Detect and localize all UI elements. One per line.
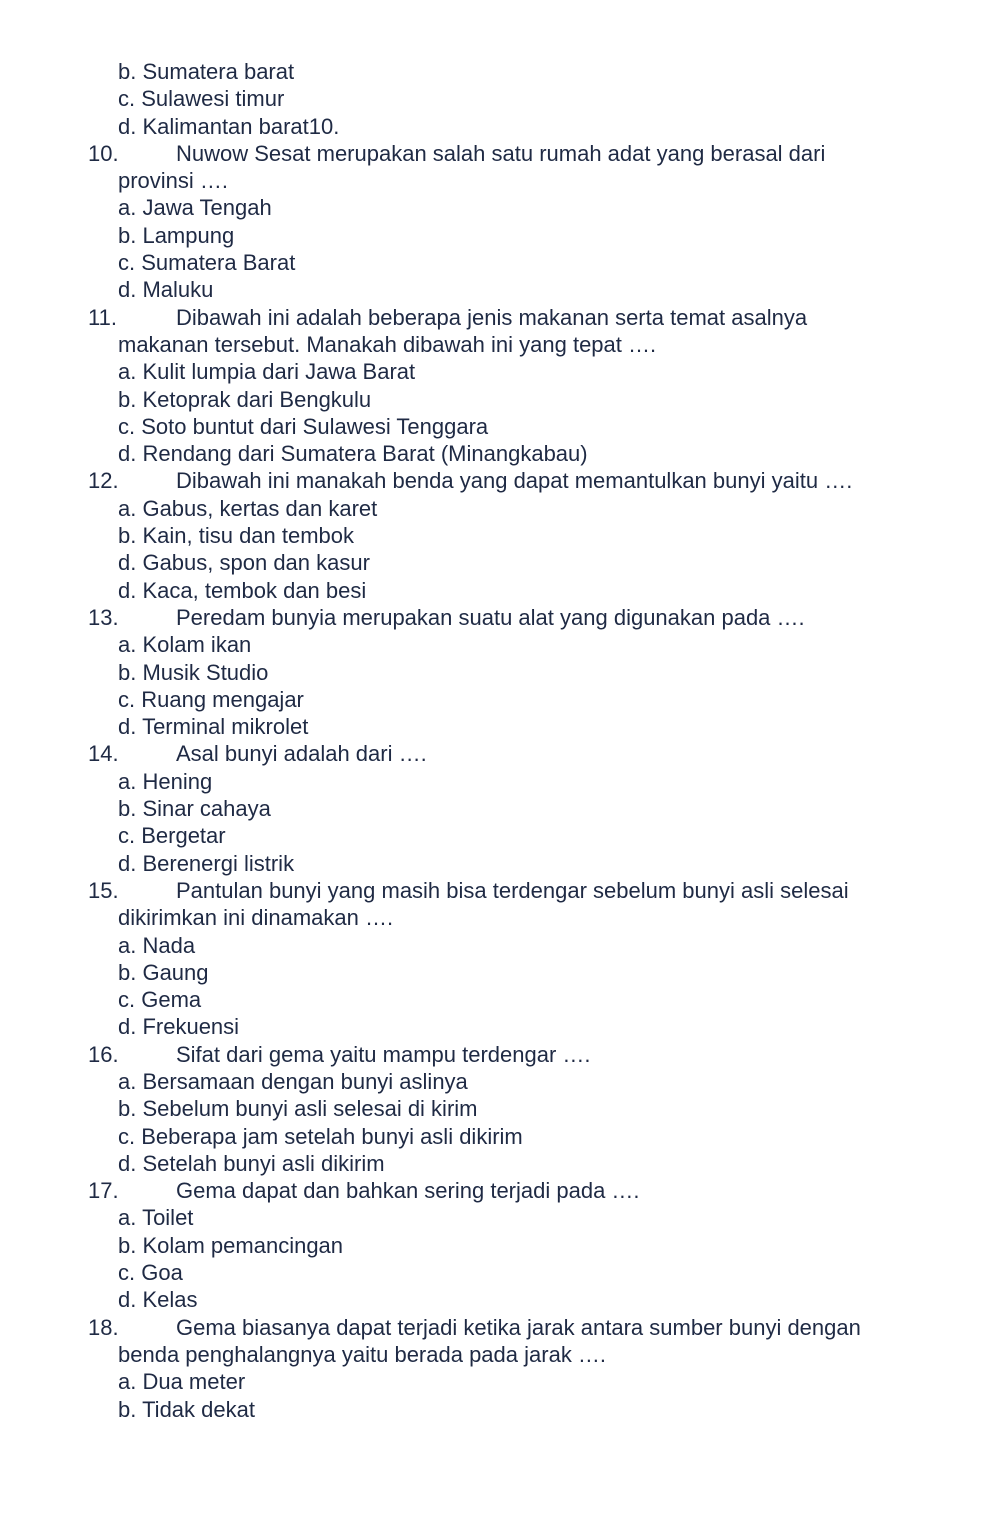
answer-option: c. Ruang mengajar — [118, 686, 304, 712]
question-number: 12. — [88, 468, 119, 494]
lead-options — [0, 58, 1000, 140]
answer-option: d. Rendang dari Sumatera Barat (Minangkabau) — [118, 441, 588, 467]
question-16 — [0, 1041, 1000, 1177]
question-13 — [0, 604, 1000, 740]
answer-option: c. Goa — [118, 1260, 183, 1286]
answer-option: c. Beberapa jam setelah bunyi asli dikirim — [118, 1123, 523, 1149]
question-number: 17. — [88, 1178, 119, 1204]
question-15 — [0, 877, 1000, 1041]
answer-option: b. Sebelum bunyi asli selesai di kirim — [118, 1096, 478, 1122]
question-number: 16. — [88, 1041, 119, 1067]
question-text: Asal bunyi adalah dari …. — [176, 741, 427, 767]
question-number: 11. — [88, 304, 117, 330]
question-line — [0, 140, 1000, 167]
answer-option: b. Sumatera barat — [118, 59, 295, 84]
question-text: Gema dapat dan bahkan sering terjadi pada …. — [176, 1178, 640, 1204]
answer-option: a. Gabus, kertas dan karet — [118, 495, 378, 521]
question-text-continuation: makanan tersebut. Manakah dibawah ini yang tepat …. — [118, 331, 657, 357]
answer-option: b. Gaung — [118, 959, 209, 985]
question-text-continuation: benda penghalangnya yaitu berada pada jarak …. — [118, 1341, 607, 1367]
answer-option: b. Ketoprak dari Bengkulu — [118, 386, 372, 412]
answer-option: a. Dua meter — [118, 1369, 246, 1395]
question-14 — [0, 740, 1000, 876]
question-line — [0, 1041, 1000, 1068]
question-line — [0, 604, 1000, 631]
question-text: Nuwow Sesat merupakan salah satu rumah adat yang berasal dari — [176, 140, 826, 166]
question-number: 18. — [88, 1314, 119, 1340]
question-17 — [0, 1177, 1000, 1313]
answer-option: c. Soto buntut dari Sulawesi Tenggara — [118, 413, 489, 439]
answer-option: d. Terminal mikrolet — [118, 714, 309, 740]
question-number: 10. — [88, 140, 119, 166]
answer-option: d. Kaca, tembok dan besi — [118, 577, 367, 603]
question-line — [0, 1177, 1000, 1204]
answer-option: c. Sulawesi timur — [118, 86, 285, 112]
question-line — [0, 467, 1000, 494]
question-number: 14. — [88, 741, 119, 767]
answer-option: a. Toilet — [118, 1205, 194, 1231]
answer-option: a. Kulit lumpia dari Jawa Barat — [118, 359, 416, 385]
answer-option: a. Bersamaan dengan bunyi aslinya — [118, 1068, 468, 1094]
question-line — [0, 1314, 1000, 1341]
question-number: 13. — [88, 604, 119, 630]
answer-option: d. Maluku — [118, 277, 214, 303]
answer-option: d. Berenergi listrik — [118, 850, 295, 876]
question-text-continuation: provinsi …. — [118, 168, 229, 194]
question-number: 15. — [88, 877, 119, 903]
answer-option: b. Sinar cahaya — [118, 796, 271, 822]
question-text: Sifat dari gema yaitu mampu terdengar …. — [176, 1041, 591, 1067]
answer-option: a. Hening — [118, 768, 213, 794]
answer-option: c. Gema — [118, 987, 202, 1013]
question-text: Peredam bunyia merupakan suatu alat yang digunakan pada …. — [176, 604, 805, 630]
question-text: Dibawah ini manakah benda yang dapat memantulkan bunyi yaitu …. — [176, 468, 853, 494]
answer-option: a. Jawa Tengah — [118, 195, 272, 221]
question-text-continuation: dikirimkan ini dinamakan …. — [118, 905, 394, 931]
question-text: Gema biasanya dapat terjadi ketika jarak antara sumber bunyi dengan — [176, 1314, 861, 1340]
answer-option: c. Sumatera Barat — [118, 250, 296, 276]
question-18 — [0, 1314, 1000, 1423]
answer-option: b. Tidak dekat — [118, 1396, 255, 1422]
answer-option: b. Kain, tisu dan tembok — [118, 523, 355, 549]
question-line — [0, 304, 1000, 331]
question-text: Pantulan bunyi yang masih bisa terdengar sebelum bunyi asli selesai — [176, 877, 849, 903]
question-11 — [0, 304, 1000, 468]
question-line — [0, 740, 1000, 767]
answer-option: d. Gabus, spon dan kasur — [118, 550, 370, 576]
answer-option: d. Frekuensi — [118, 1014, 240, 1040]
question-list — [0, 58, 1000, 1423]
answer-option: b. Lampung — [118, 222, 235, 248]
question-12 — [0, 467, 1000, 603]
answer-option: d. Setelah bunyi asli dikirim — [118, 1150, 385, 1176]
answer-option: b. Musik Studio — [118, 659, 269, 685]
answer-option: d. Kalimantan barat10. — [118, 113, 340, 139]
answer-option: c. Bergetar — [118, 823, 226, 849]
answer-option: b. Kolam pemancingan — [118, 1232, 344, 1258]
question-text: Dibawah ini adalah beberapa jenis makanan serta temat asalnya — [176, 304, 808, 330]
question-line — [0, 877, 1000, 904]
answer-option: a. Nada — [118, 932, 196, 958]
answer-option: a. Kolam ikan — [118, 632, 252, 658]
answer-option: d. Kelas — [118, 1287, 198, 1313]
question-10 — [0, 140, 1000, 304]
